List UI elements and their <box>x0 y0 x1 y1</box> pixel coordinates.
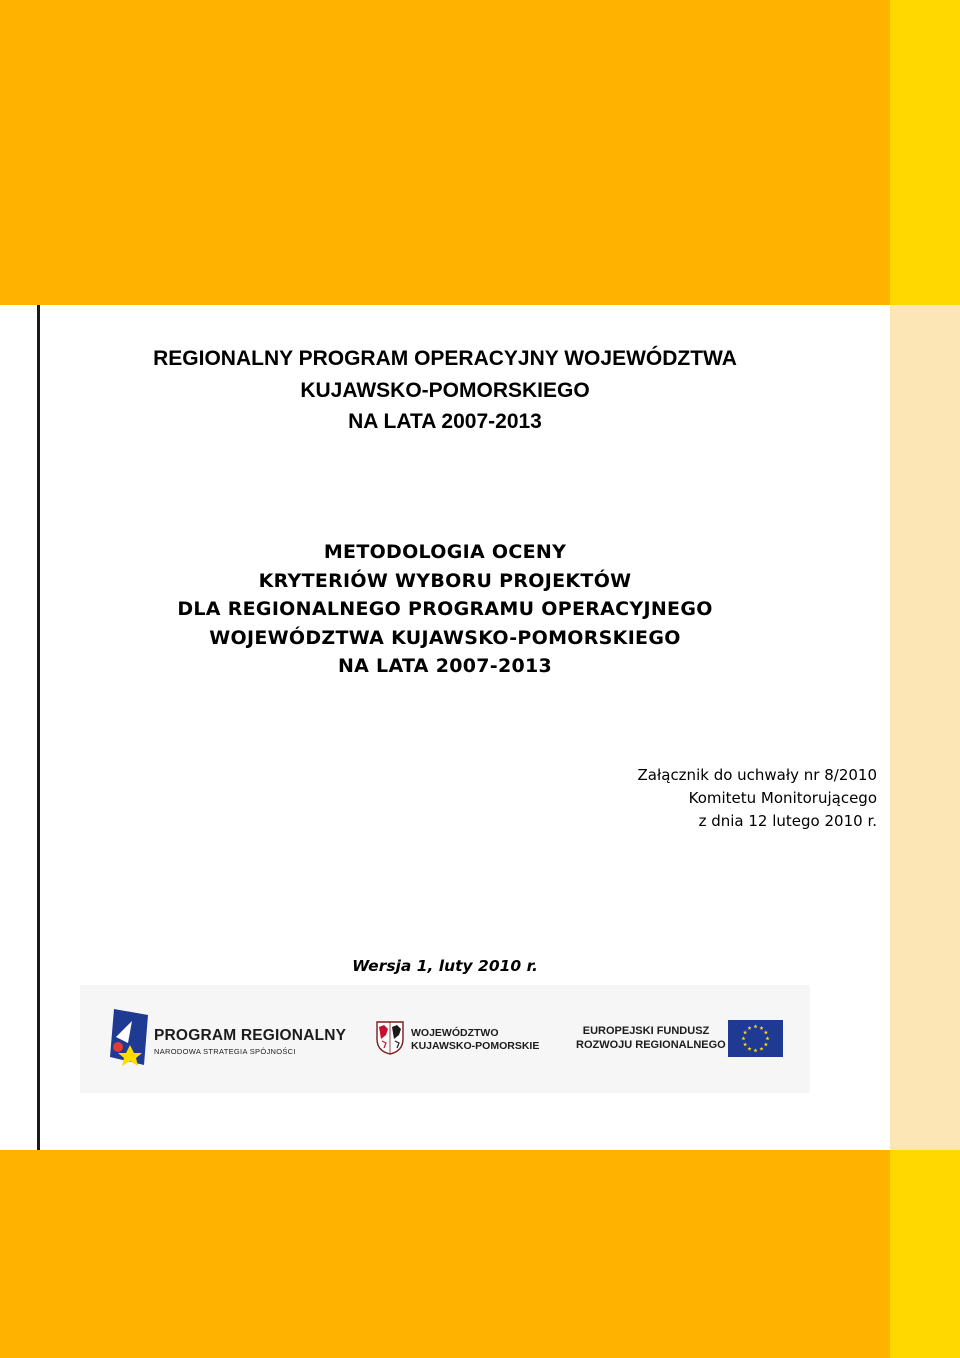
title-line: REGIONALNY PROGRAM OPERACYJNY WOJEWÓDZTWA <box>153 347 737 370</box>
version-label: Wersja 1, luty 2010 r. <box>352 957 538 975</box>
subtitle-line: WOJEWÓDZTWA KUJAWSKO-POMORSKIEGO <box>209 626 681 649</box>
annex-line: Komitetu Monitorującego <box>688 789 877 807</box>
right-pale-stripe <box>890 305 960 1150</box>
title-line: NA LATA 2007-2013 <box>348 410 542 433</box>
efrr-line1: EUROPEJSKI FUNDUSZ <box>582 1025 710 1037</box>
wojewodztwo-line1: WOJEWÓDZTWO <box>411 1027 499 1039</box>
document-title <box>60 343 830 438</box>
wojewodztwo-line2: KUJAWSKO-POMORSKIE <box>411 1040 540 1052</box>
kujawsko-pomorskie-crest-icon <box>376 1021 404 1055</box>
program-regionalny-logo-icon <box>108 1007 150 1069</box>
annex-line: z dnia 12 lutego 2010 r. <box>698 812 877 830</box>
subtitle-line: DLA REGIONALNEGO PROGRAMU OPERACYJNEGO <box>177 598 713 620</box>
left-vertical-rule <box>37 305 40 1150</box>
subtitle-line: METODOLOGIA OCENY <box>323 541 567 563</box>
program-regionalny-name: PROGRAM REGIONALNY <box>154 1027 347 1044</box>
bottom-orange-band <box>0 1150 890 1358</box>
annex-note <box>638 764 877 833</box>
bottom-yellow-band <box>890 1150 960 1358</box>
efrr-line2: ROZWOJU REGIONALNEGO <box>576 1039 726 1051</box>
subtitle-line: NA LATA 2007-2013 <box>337 655 553 677</box>
title-line: KUJAWSKO-POMORSKIEGO <box>300 378 590 402</box>
annex-line: Załącznik do uchwały nr 8/2010 <box>637 766 877 784</box>
document-subtitle <box>40 538 850 681</box>
subtitle-line: KRYTERIÓW WYBORU PROJEKTÓW <box>258 569 632 592</box>
top-yellow-band <box>890 0 960 305</box>
program-regionalny-tagline: NARODOWA STRATEGIA SPÓJNOŚCI <box>154 1047 296 1056</box>
eu-flag-icon <box>728 1020 783 1057</box>
top-orange-band <box>0 0 890 305</box>
logos-strip <box>80 985 810 1093</box>
